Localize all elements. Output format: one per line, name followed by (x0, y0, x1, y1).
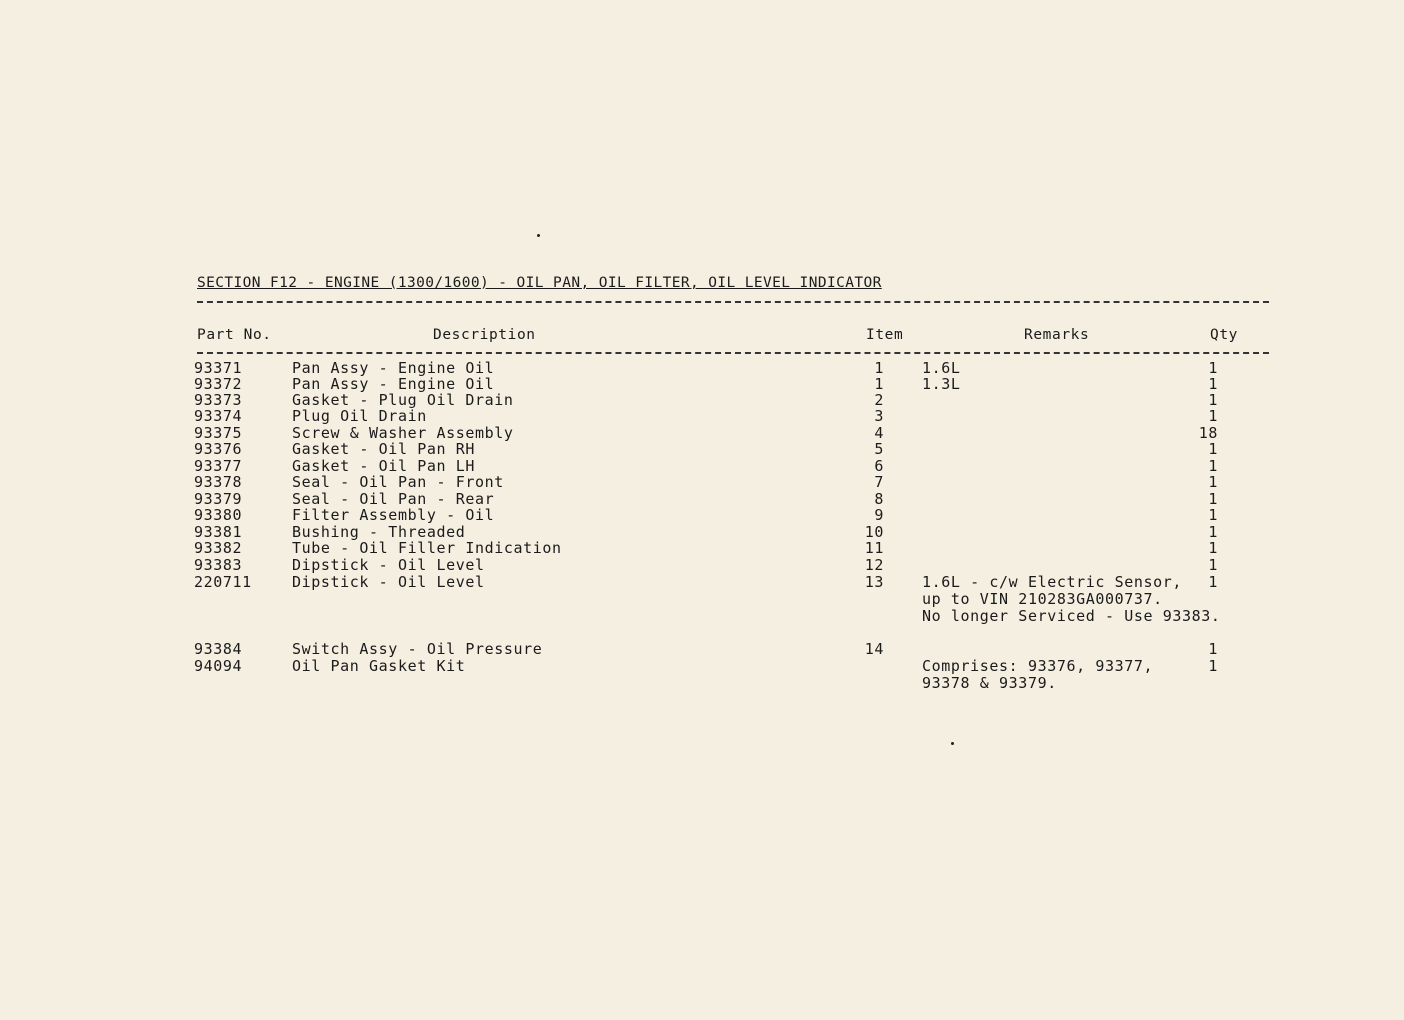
item-number: 14 (864, 640, 884, 658)
quantity: 1 (1208, 391, 1218, 409)
part-number: 93380 (194, 506, 243, 524)
quantity: 1 (1208, 490, 1218, 508)
quantity: 1 (1208, 539, 1218, 557)
part-description: Gasket - Oil Pan LH (292, 457, 475, 475)
quantity: 1 (1208, 473, 1218, 491)
table-row (0, 507, 1404, 524)
item-number: 11 (864, 539, 884, 557)
item-number: 3 (874, 407, 884, 425)
part-description: Dipstick - Oil Level (292, 573, 485, 591)
quantity: 1 (1208, 440, 1218, 458)
table-row (0, 573, 1404, 625)
part-number: 93373 (194, 391, 243, 409)
column-header-part-no: Part No. (197, 327, 272, 343)
table-row (0, 441, 1404, 458)
item-number: 1 (874, 375, 884, 393)
quantity: 1 (1208, 359, 1218, 377)
part-description: Switch Assy - Oil Pressure (292, 640, 543, 658)
item-number: 6 (874, 457, 884, 475)
quantity: 1 (1208, 573, 1218, 591)
part-number: 93374 (194, 407, 243, 425)
table-row (0, 408, 1404, 425)
part-number: 93378 (194, 473, 243, 491)
part-number: 93371 (194, 359, 243, 377)
remarks-line: 1.3L (922, 375, 961, 393)
dashed-rule-top (197, 301, 1269, 303)
part-description: Plug Oil Drain (292, 407, 427, 425)
item-number: 9 (874, 506, 884, 524)
part-number: 94094 (194, 657, 243, 675)
column-header-item: Item (866, 327, 904, 343)
part-description: Gasket - Plug Oil Drain (292, 391, 514, 409)
part-description: Seal - Oil Pan - Rear (292, 490, 495, 508)
part-number: 93377 (194, 457, 243, 475)
item-number: 5 (874, 440, 884, 458)
part-number: 93372 (194, 375, 243, 393)
part-number: 93383 (194, 556, 243, 574)
remarks-line: No longer Serviced - Use 93383. (922, 607, 1221, 625)
quantity: 1 (1208, 523, 1218, 541)
paper-speck (951, 742, 954, 745)
quantity: 1 (1208, 375, 1218, 393)
paper-speck (537, 234, 540, 237)
item-number: 4 (874, 424, 884, 442)
part-number: 93382 (194, 539, 243, 557)
section-title: SECTION F12 - ENGINE (1300/1600) - OIL PAN, OIL FILTER, OIL LEVEL INDICATOR (197, 275, 882, 291)
item-number: 7 (874, 473, 884, 491)
column-header-description: Description (433, 327, 536, 343)
part-description: Seal - Oil Pan - Front (292, 473, 504, 491)
table-row (0, 474, 1404, 491)
remarks-line: Comprises: 93376, 93377, (922, 657, 1154, 675)
part-description: Bushing - Threaded (292, 523, 466, 541)
part-description: Tube - Oil Filler Indication (292, 539, 562, 557)
quantity: 1 (1208, 657, 1218, 675)
item-number: 13 (864, 573, 884, 591)
item-number: 12 (864, 556, 884, 574)
dashed-rule-header (197, 352, 1269, 354)
quantity: 1 (1208, 506, 1218, 524)
table-row (0, 557, 1404, 574)
quantity: 1 (1208, 407, 1218, 425)
column-header-qty: Qty (1210, 327, 1238, 343)
part-description: Pan Assy - Engine Oil (292, 375, 495, 393)
remarks-line: 93378 & 93379. (922, 674, 1057, 692)
part-description: Gasket - Oil Pan RH (292, 440, 475, 458)
table-row (0, 657, 1404, 692)
quantity: 1 (1208, 640, 1218, 658)
item-number: 1 (874, 359, 884, 377)
part-description: Dipstick - Oil Level (292, 556, 485, 574)
table-row (0, 641, 1404, 658)
remarks-line: 1.6L - c/w Electric Sensor, (922, 573, 1183, 591)
part-description: Oil Pan Gasket Kit (292, 657, 466, 675)
part-description: Pan Assy - Engine Oil (292, 359, 495, 377)
item-number: 8 (874, 490, 884, 508)
part-description: Filter Assembly - Oil (292, 506, 495, 524)
part-number: 93381 (194, 523, 243, 541)
part-description: Screw & Washer Assembly (292, 424, 514, 442)
part-number: 220711 (194, 573, 252, 591)
quantity: 18 (1198, 424, 1218, 442)
item-number: 10 (864, 523, 884, 541)
remarks-line: up to VIN 210283GA000737. (922, 590, 1163, 608)
part-number: 93376 (194, 440, 243, 458)
table-row (0, 540, 1404, 557)
part-number: 93379 (194, 490, 243, 508)
part-number: 93375 (194, 424, 243, 442)
item-number: 2 (874, 391, 884, 409)
quantity: 1 (1208, 457, 1218, 475)
column-header-remarks: Remarks (1024, 327, 1090, 343)
part-number: 93384 (194, 640, 243, 658)
remarks-line: 1.6L (922, 359, 961, 377)
quantity: 1 (1208, 556, 1218, 574)
